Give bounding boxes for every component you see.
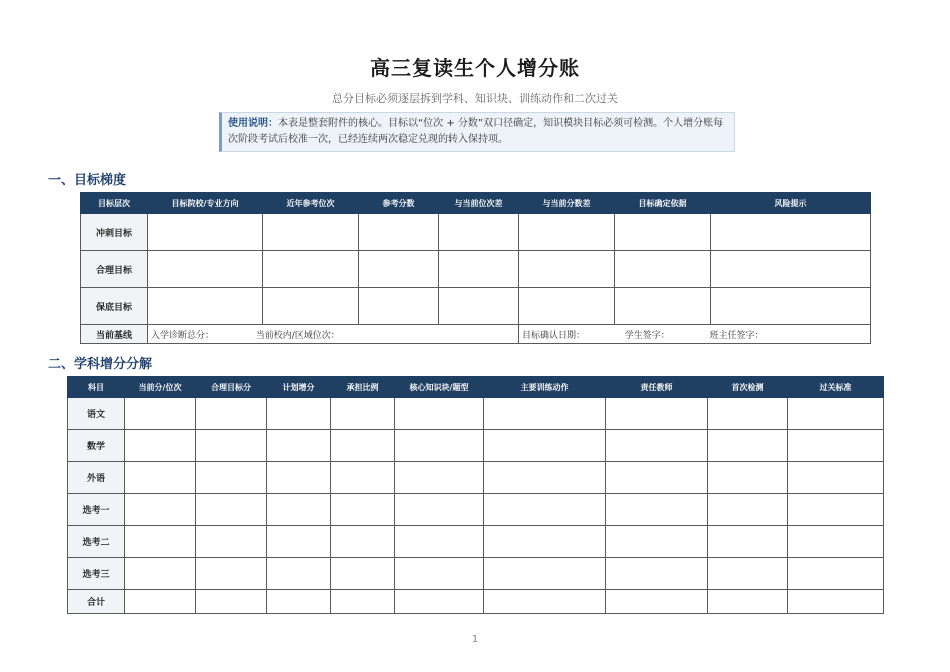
table-row — [68, 558, 884, 590]
table-cell[interactable] — [711, 214, 871, 251]
table-cell[interactable] — [484, 494, 606, 526]
header-reference-rank: 近年参考位次 — [263, 193, 359, 214]
table-cell[interactable] — [196, 590, 267, 614]
table-cell[interactable] — [711, 251, 871, 288]
table-cell[interactable] — [439, 214, 519, 251]
header-first-check: 首次检测 — [708, 377, 788, 398]
table-cell[interactable] — [148, 251, 263, 288]
table-cell[interactable] — [519, 288, 615, 325]
row-label-elective-2: 选考二 — [68, 526, 125, 558]
table-row — [68, 590, 884, 614]
table-cell[interactable] — [125, 494, 196, 526]
table-cell[interactable] — [196, 526, 267, 558]
table-cell[interactable] — [331, 494, 395, 526]
row-label-foreign-language: 外语 — [68, 462, 125, 494]
table-cell[interactable] — [196, 430, 267, 462]
table-cell[interactable] — [708, 462, 788, 494]
header-responsible-teacher: 责任教师 — [606, 377, 708, 398]
table-row — [81, 214, 871, 251]
table-cell[interactable] — [359, 251, 439, 288]
row-label-sprint-target: 冲刺目标 — [81, 214, 148, 251]
table-row — [68, 430, 884, 462]
table-cell[interactable] — [359, 288, 439, 325]
table-cell[interactable] — [788, 462, 884, 494]
table-cell[interactable] — [125, 526, 196, 558]
table-cell[interactable] — [788, 526, 884, 558]
header-score-gap: 与当前分数差 — [519, 193, 615, 214]
table-cell[interactable] — [196, 494, 267, 526]
table-row — [68, 398, 884, 430]
table-cell[interactable] — [267, 462, 331, 494]
table-cell[interactable] — [484, 590, 606, 614]
header-target-school: 目标院校/专业方向 — [148, 193, 263, 214]
table-cell[interactable] — [708, 494, 788, 526]
table-cell[interactable] — [615, 214, 711, 251]
table-cell[interactable] — [606, 494, 708, 526]
table-cell[interactable] — [606, 430, 708, 462]
table-cell[interactable] — [148, 214, 263, 251]
table-cell[interactable] — [484, 526, 606, 558]
usage-note-label: 使用说明： — [228, 118, 278, 129]
header-reference-score: 参考分数 — [359, 193, 439, 214]
table-cell[interactable] — [395, 398, 484, 430]
table-cell[interactable] — [606, 462, 708, 494]
table-cell[interactable] — [708, 430, 788, 462]
table-cell[interactable] — [395, 558, 484, 590]
page-subtitle: 总分目标必须逐层拆到学科、知识块、训练动作和二次过关 — [332, 92, 618, 105]
baseline-info-cell[interactable] — [148, 325, 519, 344]
row-label-elective-3: 选考三 — [68, 558, 125, 590]
table-cell[interactable] — [519, 214, 615, 251]
table-cell[interactable] — [484, 558, 606, 590]
table-row — [81, 251, 871, 288]
header-training-actions: 主要训练动作 — [484, 377, 606, 398]
table-cell[interactable] — [331, 430, 395, 462]
table-cell[interactable] — [615, 288, 711, 325]
row-label-safety-target: 保底目标 — [81, 288, 148, 325]
table-cell[interactable] — [125, 462, 196, 494]
header-planned-gain: 计划增分 — [267, 377, 331, 398]
table-cell[interactable] — [788, 430, 884, 462]
table-cell[interactable] — [606, 558, 708, 590]
table-row — [68, 526, 884, 558]
table-cell[interactable] — [331, 398, 395, 430]
table-cell[interactable] — [606, 526, 708, 558]
table-cell[interactable] — [395, 526, 484, 558]
table-cell[interactable] — [331, 590, 395, 614]
table-cell[interactable] — [439, 288, 519, 325]
table-cell[interactable] — [708, 558, 788, 590]
baseline-row — [81, 325, 871, 344]
table-cell[interactable] — [708, 590, 788, 614]
table-cell[interactable] — [125, 430, 196, 462]
table-cell[interactable] — [125, 558, 196, 590]
header-current-score: 当前分/位次 — [125, 377, 196, 398]
table-cell[interactable] — [606, 590, 708, 614]
table-cell[interactable] — [263, 288, 359, 325]
header-rank-gap: 与当前位次差 — [439, 193, 519, 214]
current-rank-field: 当前校内/区域位次： — [255, 330, 340, 341]
table-cell[interactable] — [267, 590, 331, 614]
table-cell[interactable] — [331, 462, 395, 494]
table-cell[interactable] — [267, 558, 331, 590]
table-cell[interactable] — [615, 251, 711, 288]
target-ladder-header-row — [81, 193, 871, 214]
table-cell[interactable] — [359, 214, 439, 251]
table-cell[interactable] — [196, 398, 267, 430]
teacher-sign-field: 班主任签字： — [709, 330, 764, 341]
table-cell[interactable] — [267, 430, 331, 462]
usage-note — [219, 112, 735, 152]
table-cell[interactable] — [196, 558, 267, 590]
page-number: 1 — [471, 634, 479, 645]
header-core-knowledge: 核心知识块/题型 — [395, 377, 484, 398]
table-row — [81, 288, 871, 325]
header-reasonable-score: 合理目标分 — [196, 377, 267, 398]
table-cell[interactable] — [439, 251, 519, 288]
table-cell[interactable] — [125, 590, 196, 614]
entry-score-field: 入学诊断总分： — [151, 330, 215, 341]
table-cell[interactable] — [331, 526, 395, 558]
table-cell[interactable] — [519, 251, 615, 288]
header-target-basis: 目标确定依据 — [615, 193, 711, 214]
table-cell[interactable] — [125, 398, 196, 430]
table-cell[interactable] — [267, 494, 331, 526]
table-cell[interactable] — [263, 214, 359, 251]
header-subject: 科目 — [68, 377, 125, 398]
table-cell[interactable] — [148, 288, 263, 325]
table-cell[interactable] — [196, 462, 267, 494]
row-label-reasonable-target: 合理目标 — [81, 251, 148, 288]
table-row — [68, 494, 884, 526]
header-target-level: 目标层次 — [81, 193, 148, 214]
table-cell[interactable] — [267, 526, 331, 558]
target-ladder-table — [80, 192, 871, 344]
row-label-elective-1: 选考一 — [68, 494, 125, 526]
table-cell[interactable] — [788, 590, 884, 614]
table-cell[interactable] — [484, 430, 606, 462]
subject-header-row — [68, 377, 884, 398]
student-sign-field: 学生签字： — [624, 330, 670, 341]
table-cell[interactable] — [395, 494, 484, 526]
row-label-chinese: 语文 — [68, 398, 125, 430]
table-cell[interactable] — [708, 526, 788, 558]
table-cell[interactable] — [331, 558, 395, 590]
table-cell[interactable] — [267, 398, 331, 430]
row-label-total: 合计 — [68, 590, 125, 614]
table-cell[interactable] — [484, 398, 606, 430]
table-cell[interactable] — [711, 288, 871, 325]
table-cell[interactable] — [484, 462, 606, 494]
page-title: 高三复读生个人增分账 — [370, 56, 580, 80]
row-label-current-baseline: 当前基线 — [81, 325, 148, 344]
table-cell[interactable] — [395, 590, 484, 614]
table-cell[interactable] — [395, 462, 484, 494]
table-cell[interactable] — [263, 251, 359, 288]
row-label-math: 数学 — [68, 430, 125, 462]
section-subject-breakdown-title: 二、学科增分分解 — [48, 357, 153, 372]
table-cell[interactable] — [606, 398, 708, 430]
section-target-ladder-title: 一、目标梯度 — [48, 173, 127, 188]
table-cell[interactable] — [788, 558, 884, 590]
table-cell[interactable] — [708, 398, 788, 430]
header-share-ratio: 承担比例 — [331, 377, 395, 398]
header-pass-standard: 过关标准 — [788, 377, 884, 398]
table-cell[interactable] — [788, 398, 884, 430]
header-risk-note: 风险提示 — [711, 193, 871, 214]
confirm-date-field: 目标确认日期： — [522, 330, 586, 341]
table-cell[interactable] — [788, 494, 884, 526]
table-row — [68, 462, 884, 494]
usage-note-text: 本表是整套附件的核心。目标以“位次 + 分数”双口径确定，知识模块目标必须可检测。个人增分账每次阶段考试后校准一次，已经连续两次稳定兑现的转入保持项。 — [228, 118, 724, 145]
table-cell[interactable] — [395, 430, 484, 462]
subject-breakdown-table — [67, 376, 884, 614]
baseline-sign-cell[interactable] — [519, 325, 871, 344]
